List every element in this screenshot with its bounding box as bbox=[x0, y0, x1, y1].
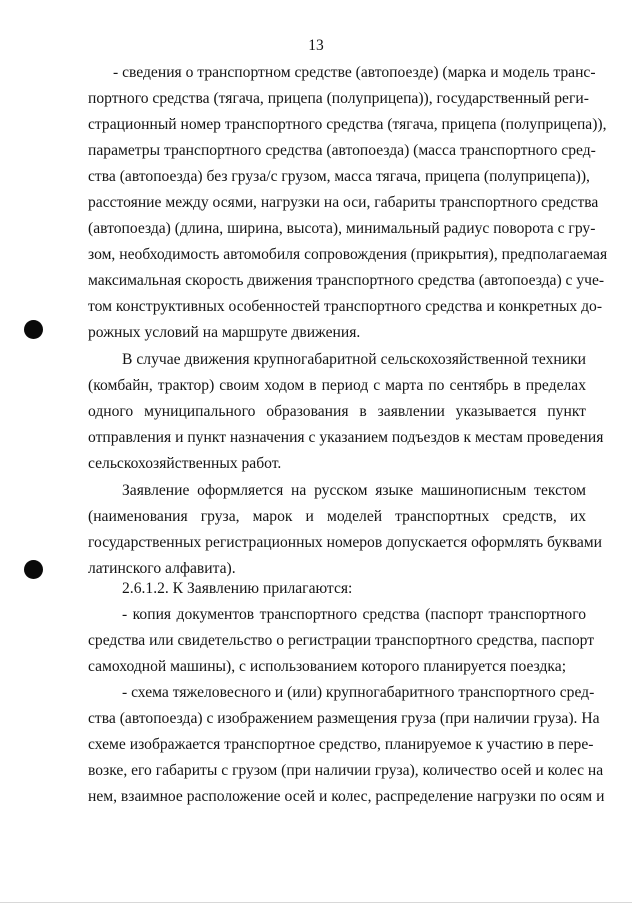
text-line: (автопоезда) (длина, ширина, высота), минимальный радиус поворота с гру- bbox=[88, 220, 596, 237]
text-line: возке, его габариты с грузом (при наличии груза), количество осей и колес на bbox=[88, 762, 604, 779]
text-line: расстояние между осями, нагрузки на оси, габариты транспортного средства bbox=[88, 194, 599, 211]
text-line: - копия документов транспортного средства (паспорт транспортного bbox=[122, 606, 586, 623]
page-bottom-edge bbox=[0, 902, 632, 903]
text-line: государственных регистрационных номеров допускается оформлять буквами bbox=[88, 534, 602, 551]
text-line: латинского алфавита). bbox=[88, 560, 236, 577]
page-number: 13 bbox=[308, 37, 324, 54]
text-line: самоходной машины), с использованием которого планируется поездка; bbox=[88, 658, 567, 675]
text-line: портного средства (тягача, прицепа (полуприцепа)), государственный реги- bbox=[88, 90, 589, 107]
punch-hole-bottom bbox=[24, 560, 43, 579]
text-line: (комбайн, трактор) своим ходом в период с марта по сентябрь в пределах bbox=[88, 377, 586, 394]
text-line: максимальная скорость движения транспортного средства (автопоезда) с уче- bbox=[88, 272, 605, 289]
text-line: рожных условий на маршруте движения. bbox=[88, 324, 361, 341]
text-line: отправления и пункт назначения с указанием подъездов к местам проведения bbox=[88, 429, 604, 446]
text-line: - схема тяжеловесного и (или) крупногабаритного транспортного сред- bbox=[122, 684, 595, 701]
text-line: параметры транспортного средства (автопоезда) (масса транспортного сред- bbox=[88, 142, 596, 159]
text-line: том конструктивных особенностей транспортного средства и конкретных до- bbox=[88, 298, 603, 315]
text-line: средства или свидетельство о регистрации транспортного средства, паспорт bbox=[88, 632, 595, 649]
text-line: ства (автопоезда) с изображением размещения груза (при наличии груза). На bbox=[88, 710, 600, 727]
punch-hole-top bbox=[24, 320, 43, 339]
text-line: ства (автопоезда) без груза/с грузом, масса тягача, прицепа (полуприцепа)), bbox=[88, 168, 590, 185]
text-line: сельскохозяйственных работ. bbox=[88, 455, 282, 472]
text-line: зом, необходимость автомобиля сопровождения (прикрытия), предполагаемая bbox=[88, 246, 608, 263]
text-line: (наименования груза, марок и моделей транспортных средств, их bbox=[88, 508, 586, 525]
text-line: 2.6.1.2. К Заявлению прилагаются: bbox=[122, 580, 353, 597]
text-line: одного муниципального образования в заявлении указывается пункт bbox=[88, 403, 586, 420]
text-line: В случае движения крупногабаритной сельскохозяйственной техники bbox=[122, 351, 586, 368]
text-line: - сведения о транспортном средстве (автопоезде) (марка и модель транс- bbox=[113, 64, 596, 81]
text-line: нем, взаимное расположение осей и колес, распределение нагрузки по осям и bbox=[88, 788, 605, 805]
text-line: схеме изображается транспортное средство, планируемое к участию в пере- bbox=[88, 736, 594, 753]
text-line: страционный номер транспортного средства (тягача, прицепа (полуприцепа)), bbox=[88, 116, 607, 133]
text-line: Заявление оформляется на русском языке машинописным текстом bbox=[122, 482, 586, 499]
